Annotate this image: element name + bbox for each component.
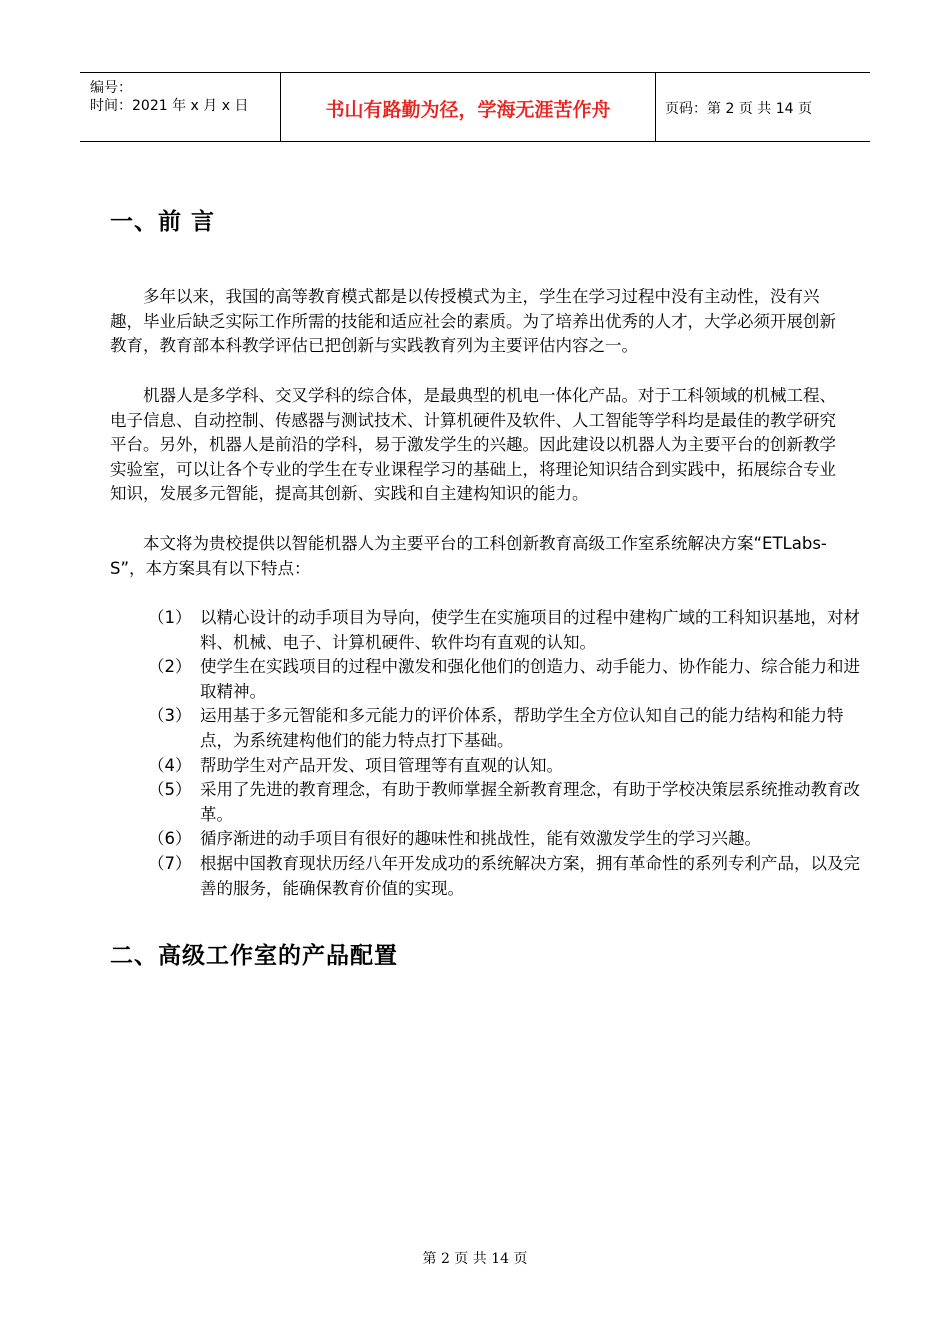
section2-title: 二、高级工作室的产品配置 xyxy=(110,943,398,969)
list-item-number: （6） xyxy=(148,829,192,849)
list-item xyxy=(110,754,870,779)
paragraph-3 xyxy=(110,532,845,581)
list-item-number: （1） xyxy=(148,608,192,627)
list-item-text: 根据中国教育现状历经八年开发成功的系统解决方案，拥有革命性的系列专利产品，以及完善的服务，能确保教育价值的实现。 xyxy=(200,853,860,898)
paragraph-2 xyxy=(110,384,845,507)
list-item-number: （5） xyxy=(148,780,192,800)
list-item-text: 循序渐进的动手项目有很好的趣味性和挑战性，能有效激发学生的学习兴趣。 xyxy=(200,829,761,849)
features-list xyxy=(110,606,870,901)
motto: 书山有路勤为径，学海无涯苦作舟 xyxy=(325,99,611,121)
list-item-number: （7） xyxy=(148,853,192,873)
list-item-text: 运用基于多元智能和多元能力的评价体系，帮助学生全方位认知自己的能力结构和能力特点，为系统建构他们的能力特点打下基础。 xyxy=(200,706,844,750)
list-item-number: （3） xyxy=(148,706,192,726)
list-item xyxy=(110,852,870,901)
number-label: 编号： xyxy=(90,80,132,96)
paragraph-2-text: 机器人是多学科、交叉学科的综合体，是最典型的机电一体化产品。对于工科领域的机械工程、电子信息、自动控制、传感器与测试技术、计算机硬件及软件、人工智能等学科均是最佳的教学研究平台。另外，机器人是前沿的学科，易于激发学生的兴趣。因此建设以机器人为主要平台的创新教学实验室，可以让各个专业的学生在专业课程学习的基础上，将理论知识结合到实践中，拓展综合专业知识，发展多元智能，提高其创新、实践和自主建构知识的能力。 xyxy=(110,386,836,504)
header-motto-cell xyxy=(280,73,656,141)
page-info: 页码：第 2 页 共 14 页 xyxy=(665,101,812,117)
list-item xyxy=(110,827,870,852)
list-item-number: （2） xyxy=(148,657,192,677)
list-item-text: 帮助学生对产品开发、项目管理等有直观的认知。 xyxy=(200,755,563,775)
list-item-text: 使学生在实践项目的过程中激发和强化他们的创造力、动手能力、协作能力、综合能力和进取精神。 xyxy=(200,657,860,701)
list-item-text: 以精心设计的动手项目为导向，使学生在实施项目的过程中建构广域的工科知识基地，对材料、机械、电子、计算机硬件、软件均有直观的认知。 xyxy=(200,608,860,652)
paragraph-1 xyxy=(110,285,845,359)
page-header xyxy=(80,72,870,142)
list-item-text: 采用了先进的教育理念，有助于教师掌握全新教育理念，有助于学校决策层系统推动教育改革。 xyxy=(200,780,860,824)
list-item xyxy=(110,655,870,704)
paragraph-3-text: 本文将为贵校提供以智能机器人为主要平台的工科创新教育高级工作室系统解决方案“ETLabs-S”，本方案具有以下特点： xyxy=(110,534,827,578)
time-label: 时间：2021 年 x 月 x 日 xyxy=(90,98,249,114)
list-item xyxy=(110,606,870,655)
list-item xyxy=(110,704,870,753)
list-item xyxy=(110,778,870,827)
page-footer: 第 2 页 共 14 页 xyxy=(422,1251,528,1267)
header-page-cell xyxy=(655,73,870,141)
paragraph-1-text: 多年以来，我国的高等教育模式都是以传授模式为主，学生在学习过程中没有主动性，没有兴趣，毕业后缺乏实际工作所需的技能和适应社会的素质。为了培养出优秀的人才，大学必须开展创新教育，教育部本科教学评估已把创新与实践教育列为主要评估内容之一。 xyxy=(110,287,836,356)
header-meta-cell xyxy=(80,73,280,141)
list-item-number: （4） xyxy=(148,755,192,775)
section1-title: 一、前 言 xyxy=(110,209,216,235)
